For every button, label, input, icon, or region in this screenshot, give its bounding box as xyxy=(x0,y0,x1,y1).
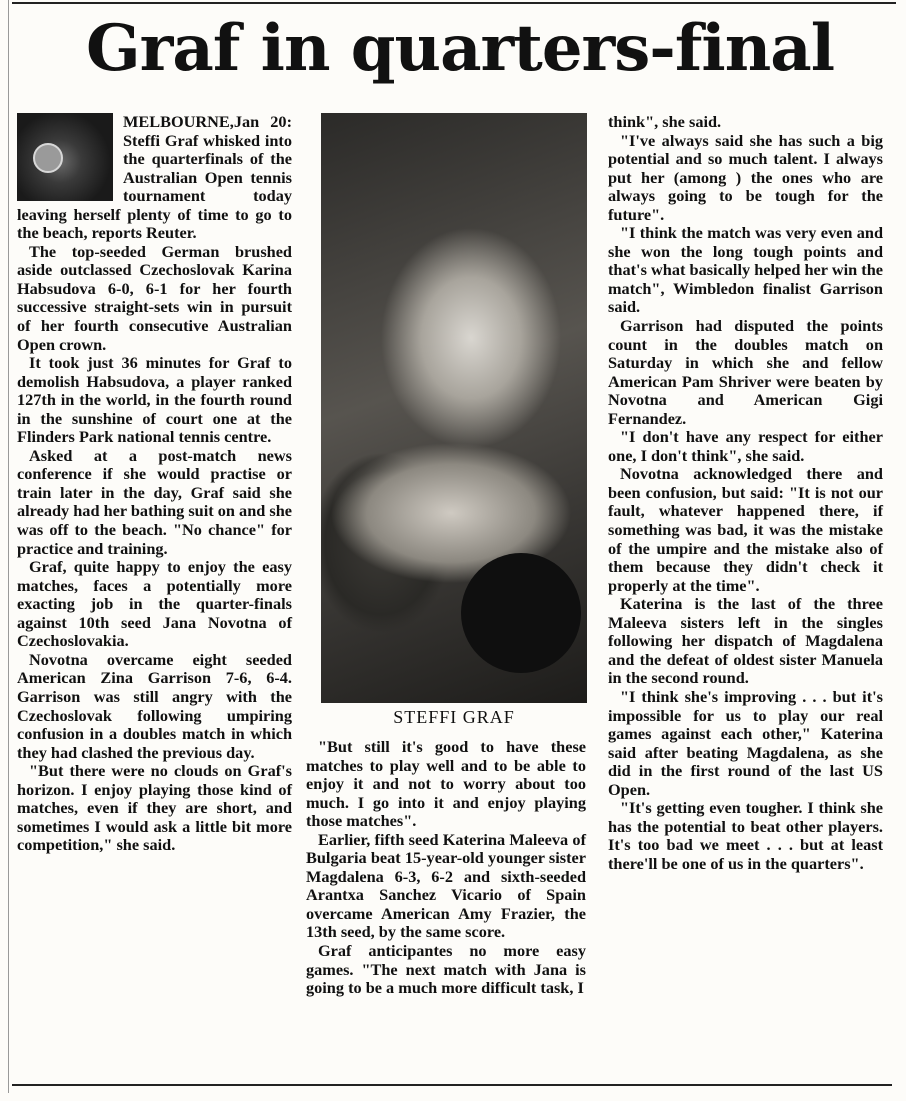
paragraph: "I think the match was very even and she won the long tough points and that's what basically helped her win the match", Wimbledon finalist Garrison said. xyxy=(608,223,883,317)
paragraph: Novotna acknowledged there and been confusion, but said: "It is not our fault, whatever happened there, if something was bad, it was the mistake of the umpire and the mistake also of them because they didn't check it properly at the time". xyxy=(608,464,883,595)
paragraph: Garrison had disputed the points count in the doubles match on Saturday in which she and fellow American Pam Shriver were beaten by Novotna and American Gigi Fernandez. xyxy=(608,316,883,428)
paragraph: "I've always said she has such a big potential and so much talent. I always put her (among ) the ones who are always going to be tough for the future". xyxy=(608,130,883,224)
paragraph: MELBOURNE,Jan 20: Steffi Graf whisked into the quarterfinals of the Australian Open tennis tournament today leaving herself plenty of time to go to the beach, reports Reuter. xyxy=(17,112,292,243)
paragraph: "It's getting even tougher. I think she has the potential to beat other players. It's too bad we meet . . . but at least there'll be one of us in the quarters". xyxy=(608,798,883,873)
paragraph: "But there were no clouds on Graf's horizon. I enjoy playing those kind of matches, even if they are short, and sometimes I would ask a little bit more competition," she said. xyxy=(17,761,292,855)
racket-shape xyxy=(461,553,581,673)
paragraph: Asked at a post-match news conference if she would practise or train later in the day, Graf said she already had her bathing suit on and she was off to the beach. "No chance" for practice and training. xyxy=(17,445,292,558)
paragraph: "I don't have any respect for either one, I don't think", she said. xyxy=(608,427,883,465)
tennis-ball-icon xyxy=(17,113,113,201)
headline: Graf in quarters-final xyxy=(86,11,834,86)
paragraph: "But still it's good to have these matches to play well and to be able to enjoy it and not to worry about too much. I go into it and enjoy playing those matches". xyxy=(306,737,586,831)
bottom-rule xyxy=(12,1084,892,1086)
paragraph: think", she said. xyxy=(608,112,722,131)
paragraph: Graf anticipantes no more easy games. "The next match with Jana is going to be a much more difficult task, I xyxy=(306,941,586,998)
article-column-1 xyxy=(17,113,292,855)
top-rule xyxy=(12,2,896,4)
paragraph: "I think she's improving . . . but it's impossible for us to play our real games against each other," Katerina said after beating Magdalena, as she did in the first round of the last US Open. xyxy=(608,686,883,799)
paragraph: The top-seeded German brushed aside outclassed Czechoslovak Karina Habsudova 6-0, 6-1 for her fourth successive straight-sets win in pursuit of her fourth consecutive Australian Open crown. xyxy=(17,241,292,354)
paragraph: Graf, quite happy to enjoy the easy matches, faces a potentially more exacting job in the quarter-finals against 10th seed Jana Novotna of Czechoslovakia. xyxy=(17,557,292,651)
article-column-2 xyxy=(306,738,586,998)
article-column-3 xyxy=(608,113,883,873)
paragraph: Katerina is the last of the three Maleeva sisters left in the singles following her dispatch of Magdalena and the defeat of oldest sister Manuela in the second round. xyxy=(608,594,883,688)
paragraph: Earlier, fifth seed Katerina Maleeva of Bulgaria beat 15-year-old younger sister Magdalena 6-3, 6-2 and sixth-seeded Arantxa Sanchez Vicario of Spain overcame American Amy Frazier, the 13th seed, by the same score. xyxy=(306,829,586,942)
paragraph: Novotna overcame eight seeded American Zina Garrison 7-6, 6-4. Garrison was still angry with the Czechoslovak following umpiring confusion in a doubles match in which they had clashed the previous day. xyxy=(17,649,292,762)
photo-caption: STEFFI GRAF xyxy=(393,707,515,727)
paragraph: It took just 36 minutes for Graf to demolish Habsudova, a player ranked 127th in the world, in the fourth round in the sunshine of court one at the Flinders Park national tennis centre. xyxy=(17,353,292,447)
steffi-graf-photo xyxy=(321,113,587,703)
left-rule xyxy=(8,0,9,1093)
